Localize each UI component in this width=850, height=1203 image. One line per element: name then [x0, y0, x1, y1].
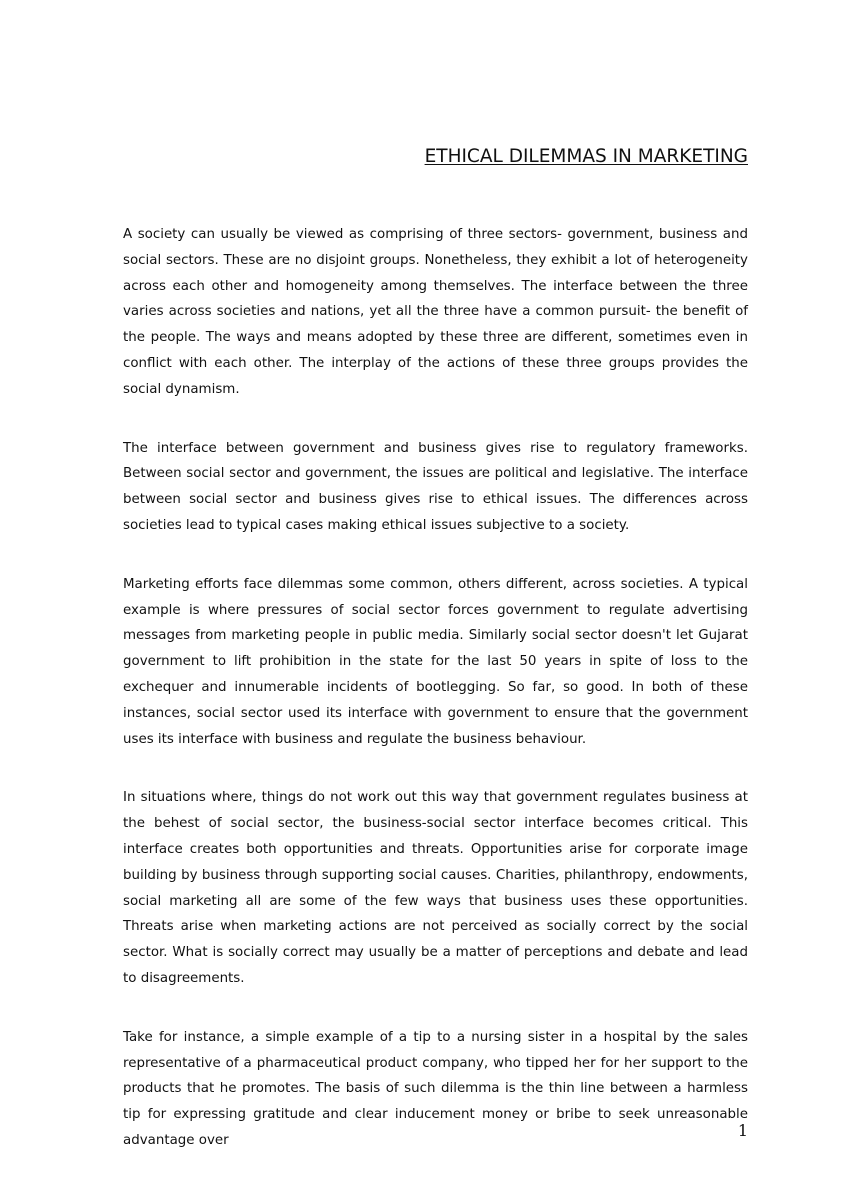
page-title: ETHICAL DILEMMAS IN MARKETING [424, 146, 748, 167]
paragraph-3: Marketing efforts face dilemmas some common, others different, across societies. A typical example is where pressures of social sector forces government to regulate advertising messages from marketing people in public media. Similarly social sector doesn't let Gujarat government to lift prohibition in the state for the last 50 years in spite of loss to the exchequer and innumerable incidents of bootlegging. So far, so good. In both of these instances, social sector used its interface with government to ensure that the government uses its interface with business and regulate the business behaviour. [123, 576, 748, 747]
paragraph-4: In situations where, things do not work out this way that government regulates business at the behest of social sector, the business-social sector interface becomes critical. This interface creates both opportunities and threats. Opportunities arise for corporate image building by business through supporting social causes. Charities, philanthropy, endowments, social marketing all are some of the few ways that business uses these opportunities. Threats arise when marketing actions are not perceived as socially correct by the social sector. What is socially correct may usually be a matter of perceptions and debate and lead to disagreements. [123, 790, 748, 986]
paragraph-1: A society can usually be viewed as comprising of three sectors- government, business and social sectors. These are no disjoint groups. Nonetheless, they exhibit a lot of heterogeneity across each other and homogeneity among themselves. The interface between the three varies across societies and nations, yet all the three have a common pursuit- the benefit of the people. The ways and means adopted by these three are different, sometimes even in conflict with each other. The interplay of the actions of these three groups provides the social dynamism. [123, 227, 748, 397]
paragraph-2: The interface between government and business gives rise to regulatory frameworks. Between social sector and government, the issues are political and legislative. The interface between social sector and business gives rise to ethical issues. The differences across societies lead to typical cases making ethical issues subjective to a society. [123, 440, 748, 533]
page-number: 1 [737, 1121, 748, 1140]
body-text [123, 222, 748, 1187]
paragraph-5: Take for instance, a simple example of a tip to a nursing sister in a hospital by the sales representative of a pharmaceutical product company, who tipped her for her support to the products that he promotes. The basis of such dilemma is the thin line between a harmless tip for expressing gratitude and clear inducement money or bribe to seek unreasonable advantage over [123, 1029, 748, 1148]
